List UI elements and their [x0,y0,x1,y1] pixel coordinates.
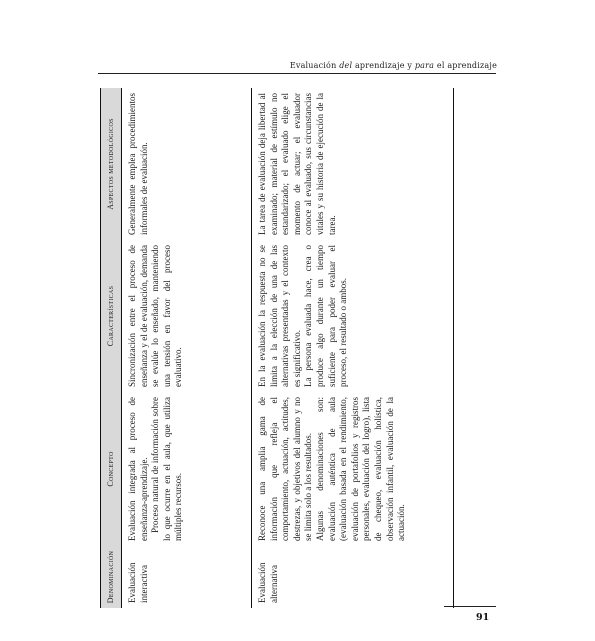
table-row [252,88,454,608]
methodology-paragraph: Generalmente emplea procedimientos informales de evaluación. [127,93,149,235]
characteristics-paragraph: Sincronización entre el proceso de enseñanza y el de evaluación, demanda se evalúe lo enseñado, manteniendo una tensión en favor del proceso evaluativo. [127,245,184,387]
running-header-italic-para: para [414,61,435,70]
concept-paragraph: Algunas denominaciones son: evaluación auténtica de aula (evaluación basada en el rendimiento, evaluación de portafolios y registros personales, evaluación del logro), lista de chequeo, evaluación holística, observación infantil, evaluación de la actuación. [314,397,407,541]
evaluation-types-table [100,88,454,608]
characteristics-paragraph: La persona evaluada hace, crea o produce algo durante un tiempo suficiente para poder evaluar el proceso, el resultado o ambos. [303,245,349,387]
rotated-table-container [100,88,440,608]
running-header [290,61,497,70]
header-concepto: Concepto [101,392,122,546]
characteristics-cell [122,240,252,392]
table-row [122,88,252,608]
concept-cell [122,392,252,546]
header-denominacion: Denominación [101,546,122,608]
methodology-cell [252,88,454,240]
footer-rule [444,606,496,607]
page-number: 91 [476,612,490,623]
row-name-cell: Evaluación alternativa [252,546,454,608]
running-header-text: el aprendizaje [434,61,497,70]
concept-paragraph: Proceso natural de información sobre lo que ocurre en el aula, que utiliza múltiples recursos. [150,397,184,541]
row-name-cell: Evaluación interactiva [122,546,252,608]
header-aspectos-metodologicos: Aspectos metodológicos [101,88,122,240]
characteristics-paragraph: En la evaluación la respuesta no se limita a la elección de una de las alternativas presentadas y el contexto es significativo. [257,245,302,387]
methodology-cell [122,88,252,240]
running-header-text: Evaluación [289,61,340,70]
table-header-row [101,88,122,608]
header-caracteristicas: Características [101,240,122,392]
concept-paragraph: Evaluación integrada al proceso de enseñanza-aprendizaje. [127,397,149,541]
concept-paragraph: Reconoce una amplia gama de información que refleja el comportamiento, actuación, actitudes, destrezas, y objetivos del alumno y no se limita solo a los resultados. [257,397,314,541]
characteristics-cell [252,240,454,392]
concept-cell [252,392,454,546]
methodology-paragraph: La tarea de evaluación deja libertad al examinado; material de estímulo no estandarizado; el evaluado elige el momento de actuar; el evaluador conoce al evaluado, sus circunstancias vitales y su historia de ejecución de la tarea. [257,93,337,235]
running-header-italic-del: del [339,61,353,70]
header-rule [98,73,496,74]
running-header-text: aprendizaje y [352,61,415,70]
